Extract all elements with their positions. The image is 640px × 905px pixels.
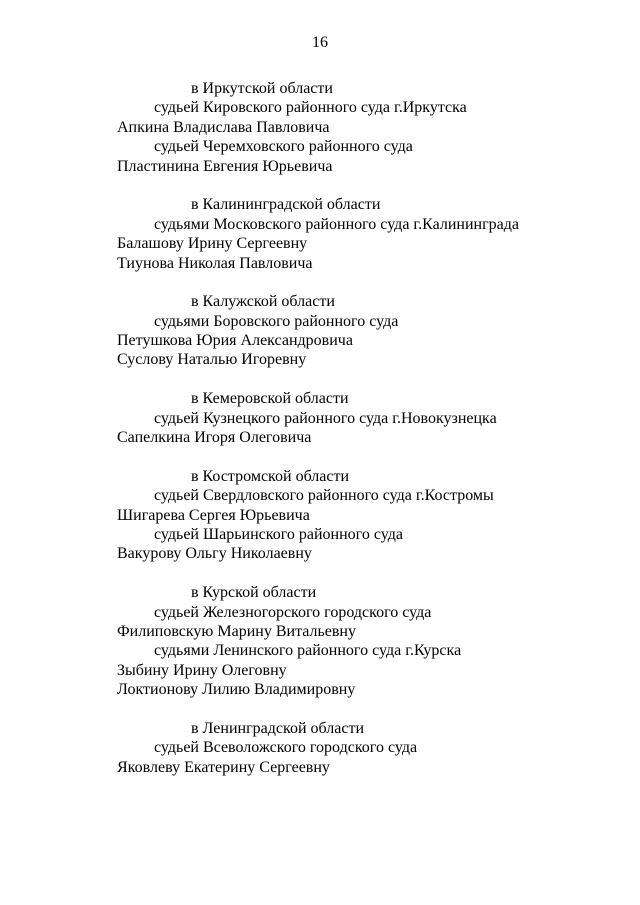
judge-name: Петушкова Юрия Александровича xyxy=(117,332,353,350)
judge-name: Локтионову Лилию Владимировну xyxy=(117,681,356,699)
court-line: судьей Свердловского районного суда г.Костромы xyxy=(154,487,494,505)
court-line: судьей Кировского районного суда г.Иркутска xyxy=(154,99,467,117)
court-line: судьей Черемховского районного суда xyxy=(154,138,413,156)
judge-name: Суслову Наталью Игоревну xyxy=(117,351,307,369)
judge-name: Зыбину Ирину Олеговну xyxy=(117,661,287,679)
region-title: в Курской области xyxy=(191,584,317,602)
court-line: судьями Ленинского районного суда г.Курска xyxy=(154,642,462,660)
court-line: судьей Всеволожского городского суда xyxy=(154,739,418,757)
court-line: судьей Шарьинского районного суда xyxy=(154,525,403,543)
judge-name: Балашову Ирину Сергеевну xyxy=(117,235,308,253)
judge-name: Сапелкина Игоря Олеговича xyxy=(117,429,312,447)
court-line: судьей Кузнецкого районного суда г.Новокузнецка xyxy=(154,409,497,427)
region-block xyxy=(117,467,617,564)
region-title: в Калужской области xyxy=(191,293,335,311)
judge-name: Вакурову Ольгу Николаевну xyxy=(117,545,312,563)
judge-name: Тиунова Николая Павловича xyxy=(117,254,313,272)
region-block xyxy=(117,292,617,370)
judge-name: Яковлеву Екатерину Сергеевну xyxy=(117,758,330,776)
court-line: судьями Московского районного суда г.Калининграда xyxy=(154,215,520,233)
page-number: 16 xyxy=(312,34,328,51)
judge-name: Филиповскую Марину Витальевну xyxy=(117,622,356,640)
region-title: в Иркутской области xyxy=(191,80,333,97)
court-line: судьей Железногорского городского суда xyxy=(154,603,432,621)
region-title: в Ленинградской области xyxy=(191,719,364,737)
document-body xyxy=(117,79,617,796)
region-block xyxy=(117,583,617,699)
region-block xyxy=(117,389,617,447)
judge-name: Пластинина Евгения Юрьевича xyxy=(117,157,333,175)
court-line: судьями Боровского районного суда xyxy=(154,312,399,330)
region-title: в Костромской области xyxy=(191,467,350,485)
region-block xyxy=(117,195,617,273)
region-block xyxy=(117,79,617,176)
judge-name: Шигарева Сергея Юрьевича xyxy=(117,506,310,524)
region-title: в Кемеровской области xyxy=(191,390,349,408)
region-title: в Калининградской области xyxy=(191,196,381,214)
region-block xyxy=(117,719,617,777)
judge-name: Апкина Владислава Павловича xyxy=(117,118,330,136)
